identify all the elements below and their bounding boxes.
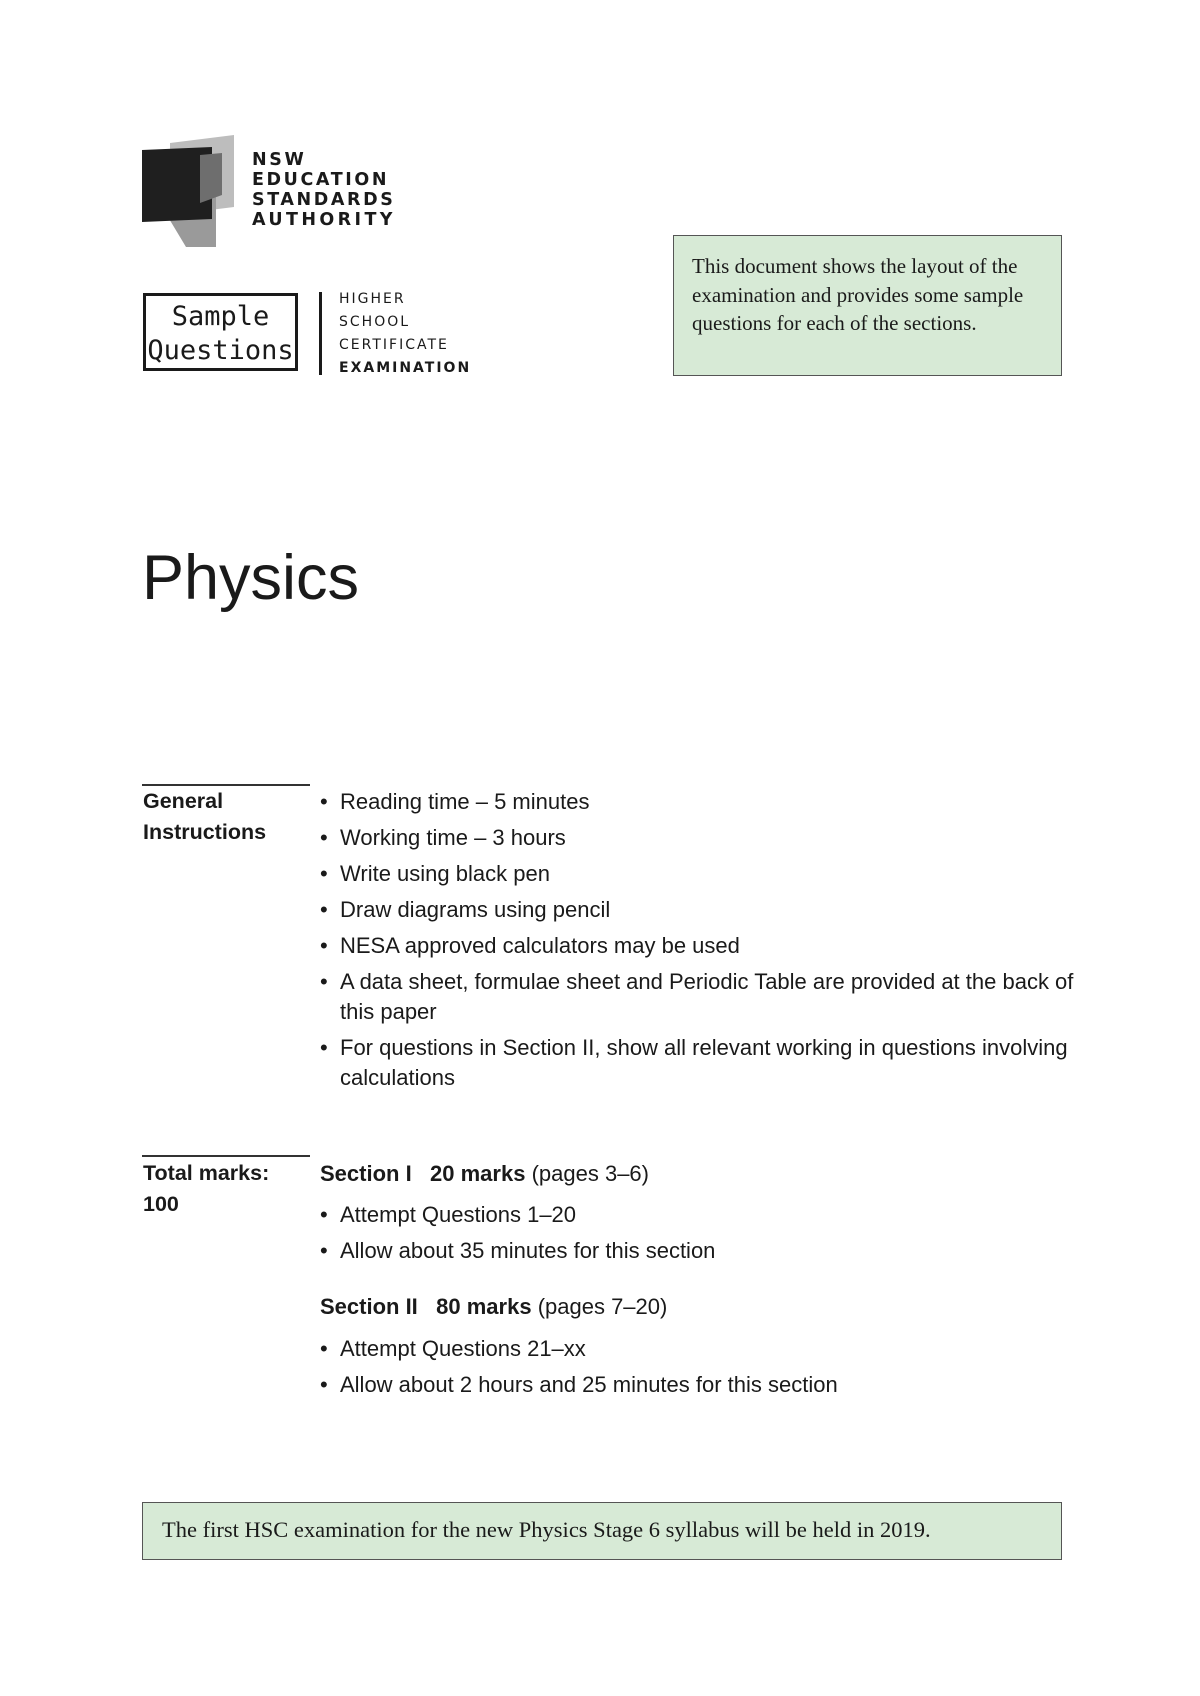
wordmark-line-3: STANDARDS (252, 190, 396, 210)
exam-type-line-2: SCHOOL (339, 314, 411, 330)
list-item: • Write using black pen (318, 859, 1078, 889)
section-2-name: Section II (320, 1294, 418, 1319)
exam-type-line-1: HIGHER (339, 291, 406, 307)
footer-note-text: The first HSC examination for the new Physics Stage 6 syllabus will be held in 2019. (162, 1517, 931, 1542)
section-1-marks: 20 marks (430, 1161, 526, 1186)
list-item: • Reading time – 5 minutes (318, 787, 1078, 817)
badge-line-2: Questions (147, 335, 294, 366)
label-line-1: General (143, 789, 224, 813)
wordmark-line-1: NSW (252, 150, 307, 170)
exam-type-line-3: CERTIFICATE (339, 337, 449, 353)
label-line-2: Instructions (143, 820, 267, 844)
list-item: • Attempt Questions 1–20 (318, 1200, 1078, 1230)
section-2-marks: 80 marks (436, 1294, 532, 1319)
section-1-pages: (pages 3–6) (531, 1161, 649, 1186)
info-note-box (673, 235, 1062, 376)
sample-questions-badge (143, 293, 298, 371)
total-marks-label (143, 1158, 269, 1220)
list-item: • Draw diagrams using pencil (318, 895, 1078, 925)
nesa-wordmark (252, 150, 396, 230)
nesa-logo-icon (142, 135, 242, 247)
total-marks-line-1: Total marks: (143, 1161, 270, 1185)
list-item: • Working time – 3 hours (318, 823, 1078, 853)
badge-divider (319, 292, 322, 375)
wordmark-line-2: EDUCATION (252, 170, 390, 190)
section-2-heading (320, 1292, 667, 1322)
section-2-pages: (pages 7–20) (537, 1294, 668, 1319)
list-item: • Attempt Questions 21–xx (318, 1334, 1078, 1364)
total-marks-line-2: 100 (143, 1192, 179, 1216)
info-note-text: This document shows the layout of the examination and provides some sample questions for each of the sections. (692, 254, 1024, 335)
footer-note-box (142, 1502, 1062, 1560)
general-instructions-list (318, 787, 1078, 1099)
list-item: • For questions in Section II, show all relevant working in questions involving calculations (318, 1033, 1075, 1093)
list-item: • NESA approved calculators may be used (318, 931, 1078, 961)
exam-type-label (339, 288, 471, 380)
section-2-list (318, 1334, 1078, 1406)
wordmark-line-4: AUTHORITY (252, 210, 396, 230)
list-item: • Allow about 35 minutes for this section (318, 1236, 1078, 1266)
list-item: • Allow about 2 hours and 25 minutes for this section (318, 1370, 1078, 1400)
page-title: Physics (142, 543, 360, 613)
badge-line-1: Sample (171, 301, 270, 332)
section-1-name: Section I (320, 1161, 412, 1186)
section-1-heading (320, 1159, 649, 1189)
exam-type-line-4: EXAMINATION (339, 360, 472, 376)
list-item: • A data sheet, formulae sheet and Periodic Table are provided at the back of this paper (318, 967, 1075, 1027)
general-instructions-label (143, 786, 266, 848)
section-1-list (318, 1200, 1078, 1272)
total-marks-rule (142, 1155, 310, 1157)
